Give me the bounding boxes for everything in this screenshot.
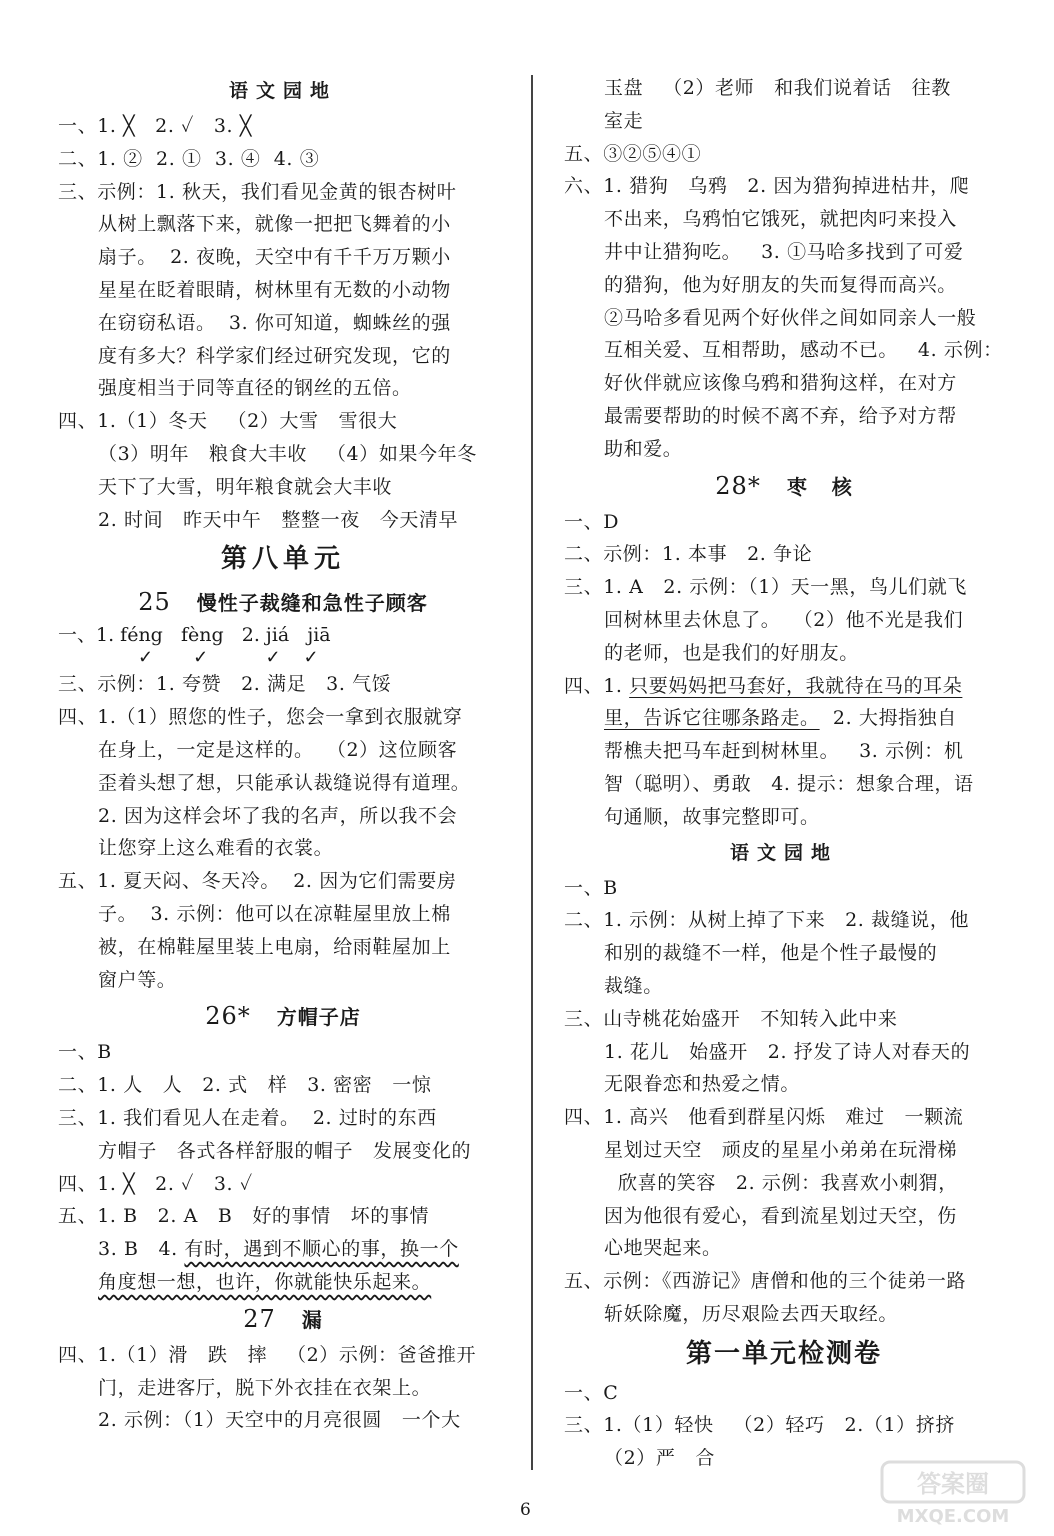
answer-text: 四、1. [564, 674, 630, 697]
svg-text:MXQE.COM: MXQE.COM [896, 1506, 1010, 1527]
answer-line: 窗户等。 [98, 968, 177, 991]
answer-line: 回树林里去休息了。 （2）他不光是我们 [604, 608, 964, 631]
answer-line: 扇子。 2. 夜晚，天空中有千千万万颗小 [98, 246, 451, 269]
lesson-title [564, 466, 1004, 506]
answer-line: 玉盘 （2）老师 和我们说着话 往教 [604, 77, 951, 99]
wavy-underlined-answer: 角度想一想，也许，你就能快乐起来。 [98, 1270, 432, 1293]
answer-line: 五、③②⑤④① [564, 142, 702, 165]
answer-text: 3. B 4. [98, 1238, 185, 1261]
lesson-name: 枣 核 [786, 474, 853, 499]
answer-line: 2. 因为这样会坏了我的名声，所以我不会 [98, 804, 458, 827]
answer-line: 从树上飘落下来，就像一把把飞舞着的小 [98, 213, 451, 236]
column-divider [531, 75, 533, 1470]
answer-line: 三、1. A 2. 示例：（1）天一黑，鸟儿们就飞 [564, 576, 967, 599]
answer-line: 欣喜的笑容 2. 示例：我喜欢小刺猬， [618, 1171, 958, 1194]
answer-line: 星星在眨着眼睛，树林里有无数的小动物 [98, 278, 451, 301]
pinyin-answer-line: 一、1. féng fèng 2. jiá jiā [58, 624, 331, 647]
answer-line [564, 670, 1004, 703]
checkmark-row: ✓ ✓ ✓ ✓ [98, 647, 319, 669]
unit-title: 第八单元 [220, 544, 345, 575]
lesson-name: 方帽子店 [276, 1005, 361, 1030]
answer-line: 裁缝。 [604, 974, 663, 997]
answer-line [58, 1233, 508, 1266]
answer-line: 斩妖除魔，历尽艰险去西天取经。 [604, 1302, 899, 1325]
answer-line: 方帽子 各式各样舒服的帽子 发展变化的 [98, 1139, 472, 1162]
answer-line: 天下了大雪，明年粮食就会大丰收 [98, 475, 393, 498]
answer-line: 四、1. ╳ 2. ✓ 3. ✓ [58, 1172, 253, 1195]
answer-line: 二、1. ② 2. ① 3. ④ 4. ③ [58, 147, 320, 170]
answer-line: 一、B [58, 1041, 112, 1064]
answer-line: 好伙伴就应该像乌鸦和猎狗这样，在对方 [604, 372, 957, 395]
svg-text:答案圈: 答案圈 [917, 1470, 989, 1498]
answer-line: 四、1.（1）冬天 （2）大雪 雪很大 [58, 410, 398, 433]
answer-line: 心地哭起来。 [604, 1237, 722, 1260]
answer-line: 三、1.（1）轻快 （2）轻巧 2.（1）挤挤 [564, 1414, 955, 1437]
answer-line: 互相关爱、互相帮助，感动不已。 4. 示例： [604, 339, 1003, 362]
answer-line: 不出来，乌鸦怕它饿死，就把肉叼来投入 [604, 208, 957, 231]
right-column [564, 72, 1004, 1475]
answer-line: 在窃窃私语。 3. 你可知道，蜘蛛丝的强 [98, 311, 451, 334]
answer-line: 最需要帮助的时候不离不弃，给予对方帮 [604, 404, 957, 427]
wavy-underlined-answer: 有时，遇到不顺心的事，换一个 [184, 1238, 459, 1261]
answer-line: 三、示例：1. 秋天，我们看见金黄的银杏树叶 [58, 180, 457, 203]
answer-line: 句通顺，故事完整即可。 [604, 805, 820, 828]
answer-line: 和别的裁缝不一样，他是个性子最慢的 [604, 942, 938, 965]
answer-line: 一、1. ╳ 2. ✓ 3. ╳ [58, 115, 252, 137]
answer-line: 三、1. 我们看见人在走着。 2. 过时的东西 [58, 1106, 437, 1129]
answer-line: 井中让猎狗吃。 3. ①马哈多找到了可爱 [604, 240, 964, 263]
answer-line: ②马哈多看见两个好伙伴之间如同亲人一般 [604, 306, 977, 329]
answer-line: 智（聪明）、勇敢 4. 提示：想象合理，语 [604, 772, 974, 795]
answer-line: 室走 [604, 109, 644, 132]
answer-line: 歪着头想了想，只能承认裁缝说得有道理。 [98, 771, 471, 794]
answer-line: （3）明年 粮食大丰收 （4）如果今年冬 [98, 442, 477, 465]
answer-line: 五、1. 夏天闷、冬天冷。 2. 因为它们需要房 [58, 870, 457, 893]
underlined-answer: 只要妈妈把马套好，我就待在马的耳朵 [629, 674, 963, 697]
underlined-answer: 里，告诉它往哪条路走。 [604, 707, 820, 730]
answer-line: 星划过天空 顽皮的星星小弟弟在玩滑梯 [604, 1138, 958, 1161]
answer-line: 无限眷恋和热爱之情。 [604, 1073, 801, 1096]
answer-line: 在身上，一定是这样的。 （2）这位顾客 [98, 738, 458, 761]
answer-line: 四、1.（1）滑 跌 摔 （2）示例：爸爸推开 [58, 1343, 477, 1366]
answer-text: 2. 大拇指独自 [819, 707, 957, 730]
answer-line: 助和爱。 [604, 437, 683, 460]
lesson-title [58, 582, 508, 622]
lesson-title [58, 1299, 508, 1339]
lesson-title [58, 996, 508, 1036]
answer-line: 一、C [564, 1381, 619, 1404]
lesson-number: 28* [715, 471, 761, 500]
left-column [58, 72, 508, 1437]
answer-line: 因为他很有爱心，看到流星划过天空，伤 [604, 1204, 957, 1227]
answer-line: 二、1. 示例：从树上掉了下来 2. 裁缝说，他 [564, 909, 970, 932]
watermark-logo [878, 1458, 1028, 1528]
answer-line: 让您穿上这么难看的衣裳。 [98, 837, 334, 860]
answer-line: 三、示例：1. 夸赞 2. 满足 3. 气馁 [58, 673, 392, 696]
answer-line: 门，走进客厅，脱下外衣挂在衣架上。 [98, 1376, 432, 1399]
answer-line: 被，在棉鞋屋里装上电扇，给雨鞋屋加上 [98, 935, 451, 958]
lesson-name: 漏 [301, 1307, 323, 1332]
answer-line [564, 702, 1004, 735]
section-title: 语文园地 [228, 80, 337, 102]
answer-line: 帮樵夫把马车赶到树林里。 3. 示例：机 [604, 740, 964, 763]
answer-line: 五、示例：《西游记》唐僧和他的三个徒弟一路 [564, 1270, 967, 1293]
answer-line: 四、1.（1）照您的性子，您会一拿到衣服就穿 [58, 706, 463, 729]
lesson-number: 26* [205, 1002, 251, 1031]
lesson-name: 慢性子裁缝和急性子顾客 [196, 591, 428, 616]
page-number: 6 [520, 1500, 531, 1520]
answer-line: 二、1. 人 人 2. 式 样 3. 密密 一惊 [58, 1074, 432, 1097]
answer-line [58, 1266, 508, 1299]
answer-line: 的猎狗，他为好朋友的失而复得而高兴。 [604, 273, 957, 296]
answer-line: 子。 3. 示例：他可以在凉鞋屋里放上棉 [98, 902, 451, 925]
answer-line: 六、1. 猎狗 乌鸦 2. 因为猎狗掉进枯井，爬 [564, 175, 970, 198]
answer-line: 二、示例：1. 本事 2. 争论 [564, 543, 813, 566]
answer-line: （2）严 合 [604, 1447, 716, 1470]
answer-line: 2. 示例：（1）天空中的月亮很圆 一个大 [98, 1409, 461, 1432]
unit-title: 第一单元检测卷 [685, 1338, 882, 1369]
answer-line: 一、B [564, 876, 618, 899]
section-title: 语文园地 [729, 841, 838, 864]
answer-line: 2. 时间 昨天中午 整整一夜 今天清早 [98, 508, 459, 531]
answer-line: 度有多大？科学家们经过研究发现，它的 [98, 344, 451, 367]
lesson-number: 27 [243, 1304, 276, 1333]
answer-line: 四、1. 高兴 他看到群星闪烁 难过 一颗流 [564, 1106, 964, 1129]
answer-line: 五、1. B 2. A B 好的事情 坏的事情 [58, 1205, 430, 1228]
lesson-number: 25 [138, 588, 171, 617]
answer-line: 1. 花儿 始盛开 2. 抒发了诗人对春天的 [604, 1040, 971, 1063]
answer-line: 的老师，也是我们的好朋友。 [604, 641, 859, 664]
answer-line: 强度相当于同等直径的钢丝的五倍。 [98, 377, 412, 400]
answer-line: 三、山寺桃花始盛开 不知转入此中来 [564, 1007, 898, 1030]
answer-line: 一、D [564, 510, 620, 533]
